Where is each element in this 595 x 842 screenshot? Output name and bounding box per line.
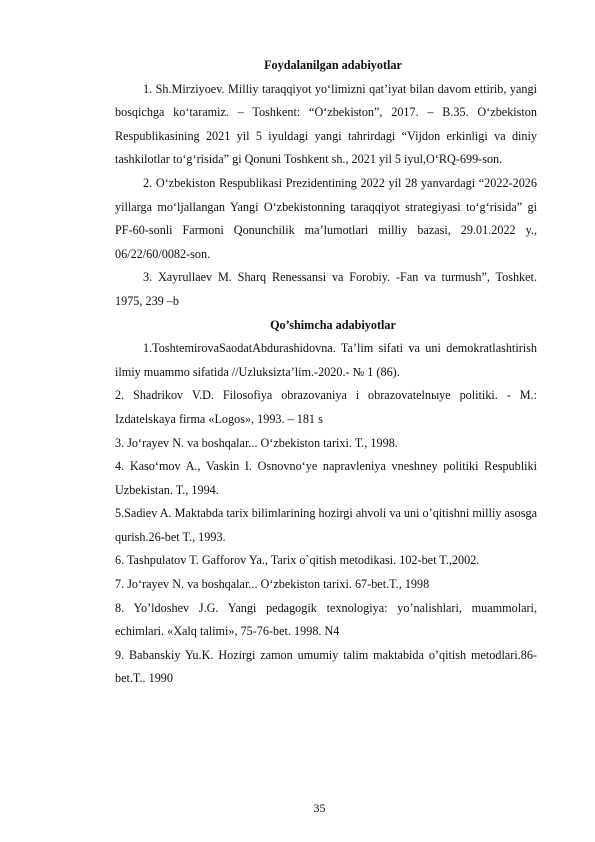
- additional-reference-item: 1.ToshtemirovaSaodatAbdurashidovna. Ta’lim sifati va uni demokratlashtirish ilmiy muammo sifatida //Uzluksizta’lim.-2020.- № 1 (86).: [115, 341, 537, 379]
- page-number: 35: [313, 801, 326, 815]
- additional-reference-item: 7. Jo‘rayev N. va boshqalar... O‘zbekiston tarixi. 67-bet.T., 1998: [115, 577, 430, 592]
- page-content: [115, 50, 537, 691]
- additional-reference-item: 9. Babanskiy Yu.K. Hozirgi zamon umumiy talim maktabida o’qitish metodlari.86-bet.T.. 1990: [115, 647, 537, 686]
- reference-item: 3. Xayrullaev M. Sharq Renessansi va Forobiy. -Fan va turmush”, Toshket. 1975, 239 –b: [115, 270, 537, 308]
- additional-reference-item: 4. Kaso‘mov A., Vaskin I. Osnovno‘ye napravleniya vneshney politiki Respubliki Uzbekistan. T., 1994.: [115, 459, 537, 497]
- reference-item: 2. O‘zbekiston Respublikasi Prezidentining 2022 yil 28 yanvardagi “2022-2026 yillarga mo‘ljallangan Yangi O‘zbekistonning taraqqiyot strategiyasi to‘g‘risida” gi PF-60-sonli Farmoni Qonunchilik ma’lumotlari milliy bazasi, 29.01.2022 y., 06/22/60/0082-son.: [115, 175, 537, 261]
- additional-reference-item: 8. Yo’ldoshev J.G. Yangi pedagogik texnologiya: yo’nalishlari, muammolari, echimlari. «Xalq talimi», 75-76-bet. 1998. N4: [115, 600, 537, 639]
- additional-reference-item: 5.Sadiev A. Maktabda tarix bilimlarining hozirgi ahvoli va uni o’qitishni milliy asosga qurish.26-bet T., 1993.: [115, 506, 537, 544]
- additional-reference-item: 2. Shadrikov V.D. Filosofiya obrazovaniya i obrazovatelnыye politiki. - M.: Izdatelskaya firma «Logos», 1993. – 181 s: [115, 388, 537, 426]
- main-references-heading: Foydalanilgan adabiyotlar: [264, 58, 402, 72]
- additional-references-heading: Qo’shimcha adabiyotlar: [270, 317, 396, 332]
- additional-reference-item: 6. Tashpulatov T. Gafforov Ya., Tarix o`qitish metodikasi. 102-bet T.,2002.: [115, 553, 480, 568]
- additional-reference-item: 3. Jo‘rayev N. va boshqalar... O‘zbekiston tarixi. T., 1998.: [115, 435, 398, 450]
- reference-item: 1. Sh.Mirziyoev. Milliy taraqqiyot yo‘limizni qat’iyat bilan davom ettirib, yangi bosqichga ko‘taramiz. – Toshkent: “O‘zbekiston”, 2017. – B.35. O‘zbekiston Respublikasining 2021 yil 5 iyuldagi yangi tahrirdagi “Vijdon erkinligi va diniy tashkilotlar to‘g‘risida” gi Qonuni Toshkent sh., 2021 yil 5 iyul,O‘RQ-699-son.: [115, 81, 537, 167]
